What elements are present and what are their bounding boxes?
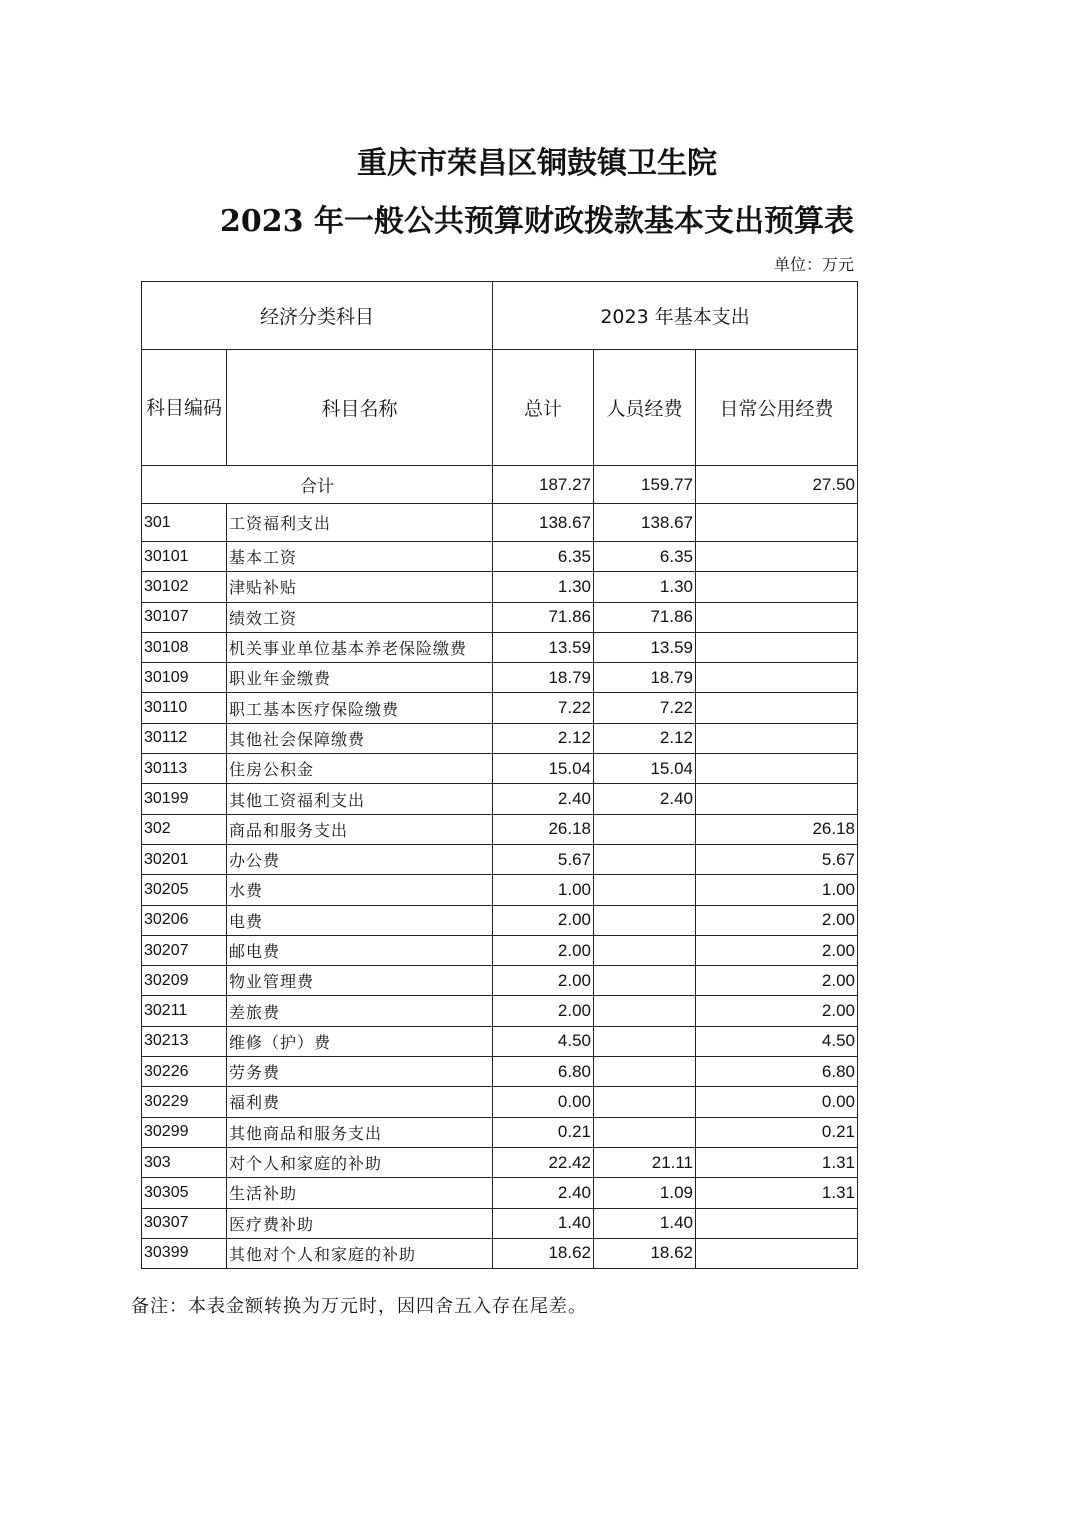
row-name: 邮电费 — [227, 935, 493, 965]
row-code: 30205 — [142, 875, 227, 905]
table-row — [142, 754, 858, 784]
row-code: 30399 — [142, 1238, 227, 1268]
row-personnel — [594, 966, 696, 996]
row-personnel: 18.79 — [594, 663, 696, 693]
row-daily: 26.18 — [696, 814, 858, 844]
row-personnel — [594, 905, 696, 935]
row-personnel — [594, 1117, 696, 1147]
row-name: 电费 — [227, 905, 493, 935]
table-row — [142, 784, 858, 814]
row-name: 住房公积金 — [227, 754, 493, 784]
table-row — [142, 602, 858, 632]
table-row — [142, 693, 858, 723]
table-row — [142, 1087, 858, 1117]
row-code: 30209 — [142, 966, 227, 996]
row-total: 6.35 — [493, 542, 594, 572]
row-personnel: 1.30 — [594, 572, 696, 602]
row-total: 2.12 — [493, 723, 594, 753]
row-code: 30110 — [142, 693, 227, 723]
page-subtitle: 2023 年一般公共预算财政拨款基本支出预算表 — [220, 204, 854, 239]
row-name: 职工基本医疗保险缴费 — [227, 693, 493, 723]
row-code: 30299 — [142, 1117, 227, 1147]
row-total: 0.00 — [493, 1087, 594, 1117]
summary-row — [142, 466, 858, 504]
row-daily: 1.31 — [696, 1147, 858, 1177]
row-code: 30213 — [142, 1026, 227, 1056]
row-personnel — [594, 814, 696, 844]
summary-total: 187.27 — [493, 466, 594, 504]
row-daily — [696, 693, 858, 723]
table-row — [142, 966, 858, 996]
row-name: 对个人和家庭的补助 — [227, 1147, 493, 1177]
summary-personnel: 159.77 — [594, 466, 696, 504]
table-row — [142, 905, 858, 935]
row-name: 物业管理费 — [227, 966, 493, 996]
row-daily — [696, 632, 858, 662]
row-daily: 6.80 — [696, 1057, 858, 1087]
row-name: 水费 — [227, 875, 493, 905]
row-total: 7.22 — [493, 693, 594, 723]
row-personnel: 71.86 — [594, 602, 696, 632]
table-row — [142, 504, 858, 542]
row-name: 其他社会保障缴费 — [227, 723, 493, 753]
row-daily — [696, 784, 858, 814]
table-row — [142, 1057, 858, 1087]
header-code: 科目编码 — [142, 350, 227, 466]
summary-label: 合计 — [142, 466, 493, 504]
unit-label: 单位：万元 — [773, 255, 854, 274]
page-title: 重庆市荣昌区铜鼓镇卫生院 — [357, 146, 717, 181]
row-daily — [696, 572, 858, 602]
row-daily — [696, 1238, 858, 1268]
row-daily — [696, 723, 858, 753]
row-total: 4.50 — [493, 1026, 594, 1056]
row-total: 18.79 — [493, 663, 594, 693]
footnote: 备注：本表金额转换为万元时，因四舍五入存在尾差。 — [131, 1296, 587, 1317]
row-total: 2.00 — [493, 935, 594, 965]
row-daily: 0.21 — [696, 1117, 858, 1147]
row-personnel — [594, 1087, 696, 1117]
row-code: 30211 — [142, 996, 227, 1026]
row-daily — [696, 504, 858, 542]
row-daily: 2.00 — [696, 905, 858, 935]
table-row — [142, 1147, 858, 1177]
row-daily: 1.00 — [696, 875, 858, 905]
row-daily: 1.31 — [696, 1178, 858, 1208]
row-name: 维修（护）费 — [227, 1026, 493, 1056]
row-name: 生活补助 — [227, 1178, 493, 1208]
row-daily — [696, 663, 858, 693]
table-row — [142, 572, 858, 602]
row-personnel: 13.59 — [594, 632, 696, 662]
row-daily — [696, 542, 858, 572]
row-code: 30109 — [142, 663, 227, 693]
row-personnel: 18.62 — [594, 1238, 696, 1268]
budget-table — [141, 281, 858, 1269]
row-total: 2.00 — [493, 905, 594, 935]
row-personnel: 7.22 — [594, 693, 696, 723]
row-total: 138.67 — [493, 504, 594, 542]
row-daily — [696, 602, 858, 632]
table-row — [142, 1178, 858, 1208]
row-code: 30113 — [142, 754, 227, 784]
row-name: 机关事业单位基本养老保险缴费 — [227, 632, 493, 662]
row-personnel — [594, 996, 696, 1026]
table-row — [142, 542, 858, 572]
row-code: 30108 — [142, 632, 227, 662]
header-personnel: 人员经费 — [594, 350, 696, 466]
table-row — [142, 935, 858, 965]
row-daily: 2.00 — [696, 935, 858, 965]
row-personnel: 2.12 — [594, 723, 696, 753]
row-code: 301 — [142, 504, 227, 542]
row-total: 2.40 — [493, 1178, 594, 1208]
row-daily: 5.67 — [696, 844, 858, 874]
row-total: 0.21 — [493, 1117, 594, 1147]
row-personnel: 2.40 — [594, 784, 696, 814]
row-name: 基本工资 — [227, 542, 493, 572]
row-code: 30229 — [142, 1087, 227, 1117]
row-code: 30102 — [142, 572, 227, 602]
row-code: 30226 — [142, 1057, 227, 1087]
row-personnel — [594, 875, 696, 905]
row-personnel: 15.04 — [594, 754, 696, 784]
row-total: 26.18 — [493, 814, 594, 844]
summary-daily: 27.50 — [696, 466, 858, 504]
table-row — [142, 814, 858, 844]
row-name: 职业年金缴费 — [227, 663, 493, 693]
table-row — [142, 996, 858, 1026]
row-personnel — [594, 935, 696, 965]
row-personnel — [594, 1026, 696, 1056]
table-row — [142, 663, 858, 693]
row-personnel: 6.35 — [594, 542, 696, 572]
row-total: 2.00 — [493, 966, 594, 996]
row-code: 30199 — [142, 784, 227, 814]
table-row — [142, 632, 858, 662]
row-code: 302 — [142, 814, 227, 844]
row-daily: 2.00 — [696, 966, 858, 996]
table-row — [142, 875, 858, 905]
row-personnel — [594, 844, 696, 874]
row-code: 30112 — [142, 723, 227, 753]
row-total: 2.40 — [493, 784, 594, 814]
row-name: 津贴补贴 — [227, 572, 493, 602]
row-total: 1.00 — [493, 875, 594, 905]
row-personnel: 1.09 — [594, 1178, 696, 1208]
row-name: 其他工资福利支出 — [227, 784, 493, 814]
row-name: 商品和服务支出 — [227, 814, 493, 844]
row-total: 15.04 — [493, 754, 594, 784]
row-name: 差旅费 — [227, 996, 493, 1026]
table-row — [142, 844, 858, 874]
header-total: 总计 — [493, 350, 594, 466]
row-code: 303 — [142, 1147, 227, 1177]
row-total: 22.42 — [493, 1147, 594, 1177]
header-basic-expenditure: 2023 年基本支出 — [493, 282, 858, 350]
row-code: 30307 — [142, 1208, 227, 1238]
row-name: 绩效工资 — [227, 602, 493, 632]
table-row — [142, 723, 858, 753]
row-total: 5.67 — [493, 844, 594, 874]
header-name: 科目名称 — [227, 350, 493, 466]
row-code: 30305 — [142, 1178, 227, 1208]
row-total: 6.80 — [493, 1057, 594, 1087]
row-daily: 4.50 — [696, 1026, 858, 1056]
row-name: 劳务费 — [227, 1057, 493, 1087]
row-name: 工资福利支出 — [227, 504, 493, 542]
table-row — [142, 1026, 858, 1056]
row-total: 13.59 — [493, 632, 594, 662]
row-daily: 2.00 — [696, 996, 858, 1026]
row-total: 18.62 — [493, 1238, 594, 1268]
header-economic-category: 经济分类科目 — [142, 282, 493, 350]
row-code: 30101 — [142, 542, 227, 572]
row-total: 71.86 — [493, 602, 594, 632]
row-name: 其他商品和服务支出 — [227, 1117, 493, 1147]
row-total: 1.40 — [493, 1208, 594, 1238]
row-personnel: 21.11 — [594, 1147, 696, 1177]
row-code: 30206 — [142, 905, 227, 935]
row-personnel: 138.67 — [594, 504, 696, 542]
row-daily: 0.00 — [696, 1087, 858, 1117]
row-name: 其他对个人和家庭的补助 — [227, 1238, 493, 1268]
row-personnel — [594, 1057, 696, 1087]
table-row — [142, 1208, 858, 1238]
header-daily: 日常公用经费 — [696, 350, 858, 466]
row-total: 2.00 — [493, 996, 594, 1026]
table-row — [142, 1117, 858, 1147]
row-daily — [696, 1208, 858, 1238]
row-code: 30207 — [142, 935, 227, 965]
row-name: 福利费 — [227, 1087, 493, 1117]
row-code: 30107 — [142, 602, 227, 632]
row-daily — [696, 754, 858, 784]
row-name: 医疗费补助 — [227, 1208, 493, 1238]
row-code: 30201 — [142, 844, 227, 874]
row-personnel: 1.40 — [594, 1208, 696, 1238]
row-name: 办公费 — [227, 844, 493, 874]
row-total: 1.30 — [493, 572, 594, 602]
table-row — [142, 1238, 858, 1268]
